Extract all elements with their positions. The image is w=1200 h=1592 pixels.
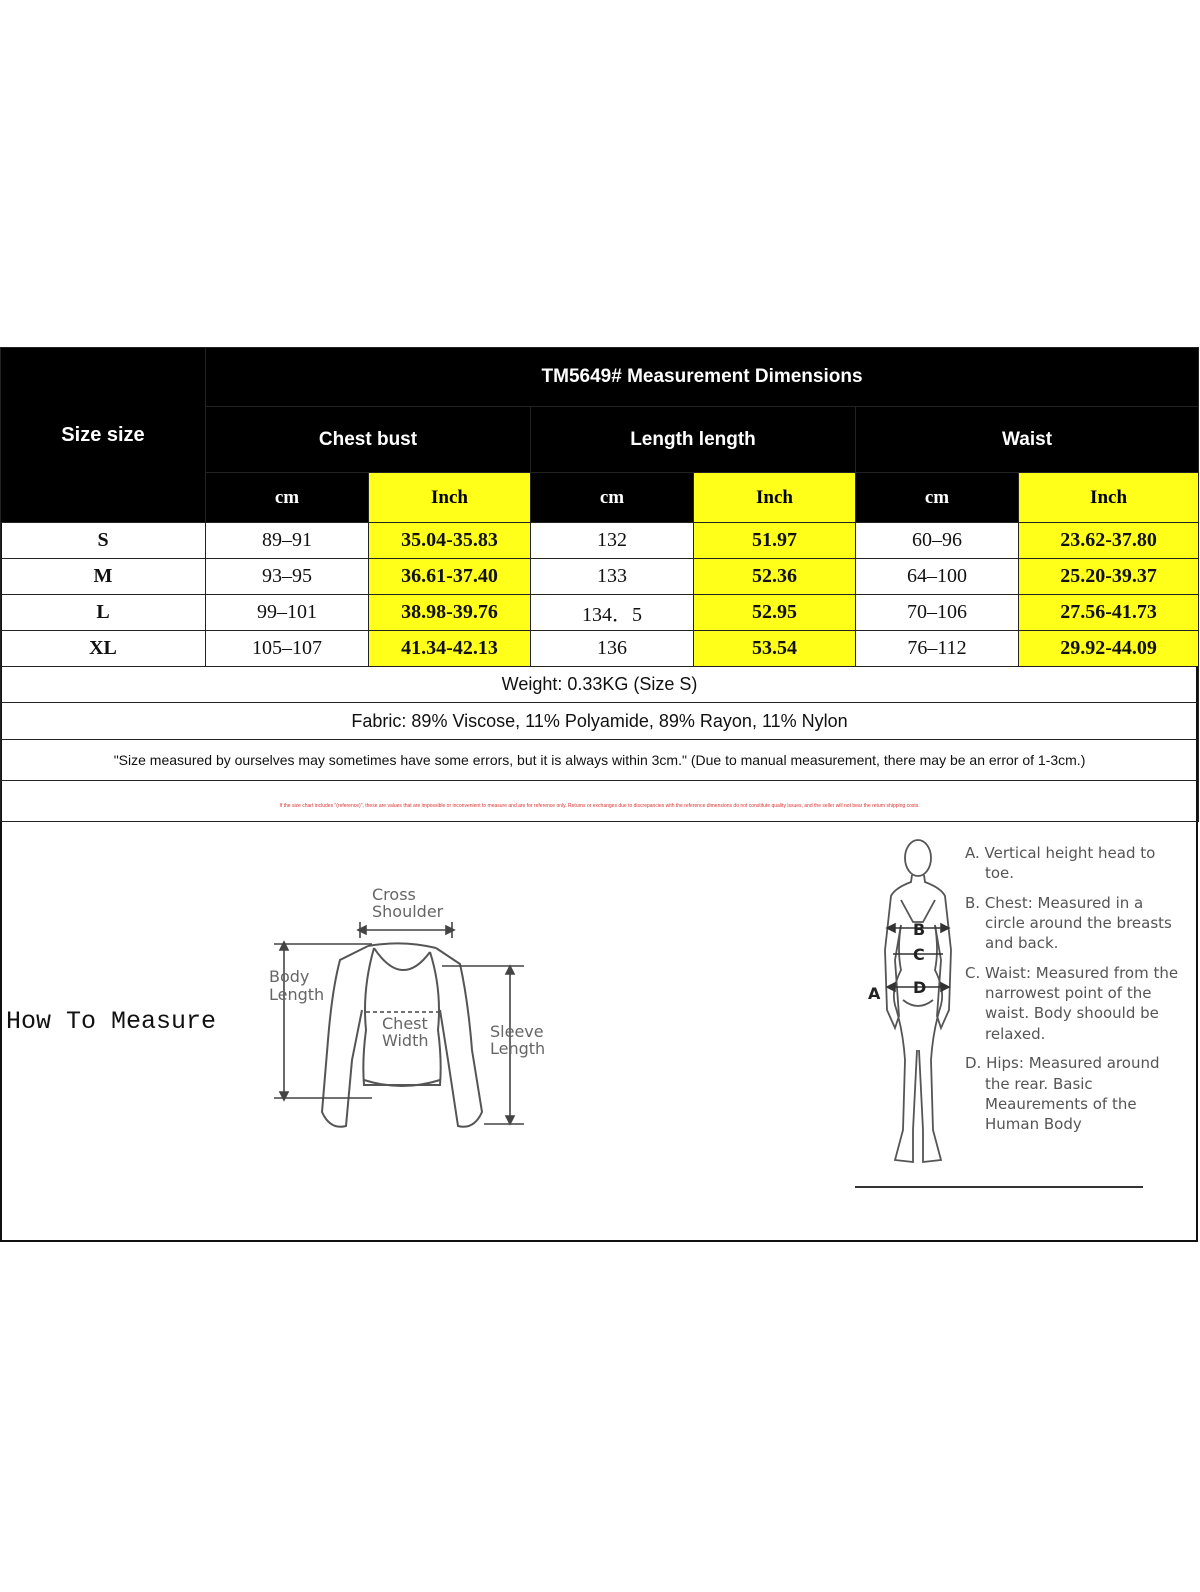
table-cell: 136 xyxy=(531,631,694,667)
table-cell: 64–100 xyxy=(856,559,1019,595)
label-cross-shoulder: Cross xyxy=(372,885,416,904)
table-row xyxy=(1,595,1199,631)
table-cell: 29.92-44.09 xyxy=(1019,631,1199,667)
table-cell: 89–91 xyxy=(206,523,369,559)
group-waist: Waist xyxy=(856,407,1199,473)
table-cell: 105–107 xyxy=(206,631,369,667)
table-cell: 23.62-37.80 xyxy=(1019,523,1199,559)
unit-header: cm xyxy=(856,473,1019,523)
table-cell: 53.54 xyxy=(694,631,856,667)
error-note: "Size measured by ourselves may sometimes have some errors, but it is always within 3cm." (Due to manual measurement, there may be an error of 1-3cm.) xyxy=(1,740,1199,781)
fabric-note: Fabric: 89% Viscose, 11% Polyamide, 89% Rayon, 11% Nylon xyxy=(1,703,1199,740)
table-cell: 70–106 xyxy=(856,595,1019,631)
legend-item: C. Waist: Measured from the narrowest point of the waist. Body shoould be relaxed. xyxy=(965,964,1179,1043)
label-chest-width-line2: Width xyxy=(382,1031,429,1050)
legend-item: A. Vertical height head to toe. xyxy=(965,844,1156,883)
marker-d: D xyxy=(913,978,927,997)
table-cell: 134．5 xyxy=(531,595,694,631)
label-body-length-line2: Length xyxy=(269,985,325,1004)
table-cell: 132 xyxy=(531,523,694,559)
table-cell: 41.34-42.13 xyxy=(369,631,531,667)
label-sleeve-length: Sleeve xyxy=(490,1022,544,1041)
legend-item: D. Hips: Measured around the rear. Basic Meaurements of the Human Body xyxy=(965,1054,1160,1133)
table-cell: 52.36 xyxy=(694,559,856,595)
table-cell: 36.61-37.40 xyxy=(369,559,531,595)
unit-header: Inch xyxy=(1019,473,1199,523)
shirt-diagram xyxy=(262,880,562,1140)
table-cell: 35.04-35.83 xyxy=(369,523,531,559)
body-diagram xyxy=(855,830,965,1175)
group-chest-bust: Chest bust xyxy=(206,407,531,473)
group-length: Length length xyxy=(531,407,856,473)
size-label: M xyxy=(1,559,206,595)
unit-header: Inch xyxy=(369,473,531,523)
marker-c: C xyxy=(913,945,925,964)
shirt-neckline xyxy=(374,948,430,970)
head-outline xyxy=(905,840,931,876)
table-cell: 93–95 xyxy=(206,559,369,595)
unit-header: cm xyxy=(531,473,694,523)
table-row xyxy=(1,559,1199,595)
table-cell: 60–96 xyxy=(856,523,1019,559)
table-row xyxy=(1,523,1199,559)
label-cross-shoulder-line2: Shoulder xyxy=(372,902,444,921)
divider xyxy=(855,1186,1143,1188)
table-cell: 38.98-39.76 xyxy=(369,595,531,631)
marker-a: A xyxy=(868,984,881,1003)
table-row xyxy=(1,631,1199,667)
how-to-measure-title: How To Measure xyxy=(6,1007,217,1036)
unit-header: Inch xyxy=(694,473,856,523)
disclaimer-row xyxy=(1,781,1199,822)
weight-note: Weight: 0.33KG (Size S) xyxy=(1,667,1199,703)
table-cell: 133 xyxy=(531,559,694,595)
marker-b: B xyxy=(913,920,926,939)
table-title: TM5649# Measurement Dimensions xyxy=(206,348,1199,407)
label-sleeve-length-line2: Length xyxy=(490,1039,546,1058)
table-cell: 51.97 xyxy=(694,523,856,559)
table-cell: 76–112 xyxy=(856,631,1019,667)
label-chest-width: Chest xyxy=(382,1014,428,1033)
shirt-right-sleeve xyxy=(436,948,482,1127)
unit-header: cm xyxy=(206,473,369,523)
table-cell: 52.95 xyxy=(694,595,856,631)
size-label: S xyxy=(1,523,206,559)
size-header: Size size xyxy=(1,348,206,523)
label-body-length: Body xyxy=(269,967,310,986)
shirt-left-sleeve xyxy=(322,946,368,1127)
disclaimer-note: If the size chart includes "(reference)", these are values that are impossible or inconvenient to measure and are for reference only. Returns or exchanges due to discrepancies with the reference dimensions do not constitute quality issues, and the seller will not bear the return shipping costs. xyxy=(279,802,920,809)
measurement-legend xyxy=(965,843,1185,1144)
size-label: XL xyxy=(1,631,206,667)
table-cell: 25.20-39.37 xyxy=(1019,559,1199,595)
legend-item: B. Chest: Measured in a circle around the breasts and back. xyxy=(965,893,1172,953)
table-cell: 99–101 xyxy=(206,595,369,631)
size-chart-table xyxy=(0,347,1199,822)
table-cell: 27.56-41.73 xyxy=(1019,595,1199,631)
size-label: L xyxy=(1,595,206,631)
